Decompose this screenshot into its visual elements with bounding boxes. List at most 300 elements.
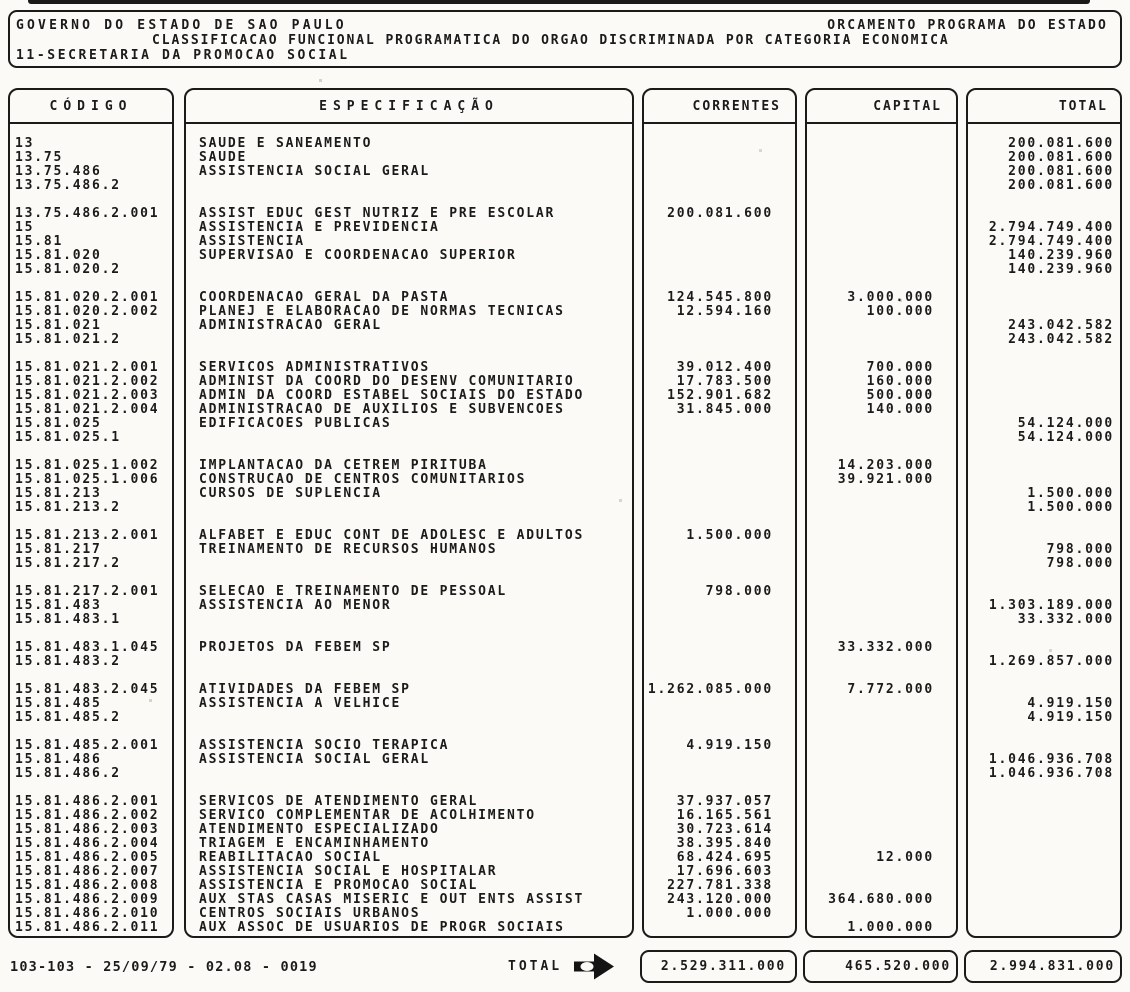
- column-capital: [805, 88, 958, 938]
- cell-total: [968, 389, 1120, 403]
- spacer-row: [807, 445, 956, 459]
- cell-total: 1.303.189.000: [988, 598, 1114, 613]
- cell-especificacao: ASSISTENCIA SOCIAL GERAL: [199, 752, 431, 767]
- cell-capital: [807, 739, 956, 753]
- cell-especificacao: [186, 613, 632, 627]
- cell-codigo: 15.81.486.2.002: [15, 808, 160, 823]
- spacer-row: [807, 277, 956, 291]
- cell-especificacao: IMPLANTACAO DA CETREM PIRITUBA: [199, 458, 488, 473]
- cell-correntes: [644, 501, 795, 515]
- cell-correntes: [644, 487, 795, 501]
- cell-codigo: 15.81.020.2.001: [15, 290, 160, 305]
- cell-total: 1.269.857.000: [988, 654, 1114, 669]
- cell-correntes: 16.165.561: [676, 808, 773, 823]
- cell-especificacao: ALFABET E EDUC CONT DE ADOLESC E ADULTOS: [199, 528, 585, 543]
- cell-total: 1.500.000: [1027, 500, 1114, 515]
- cell-especificacao: [186, 655, 632, 669]
- spacer-row: [186, 515, 632, 529]
- cell-capital: [807, 179, 956, 193]
- cell-correntes: 243.120.000: [667, 892, 773, 907]
- spacer-row: [186, 193, 632, 207]
- cell-capital: [807, 207, 956, 221]
- cell-codigo: 15.81.213: [15, 486, 102, 501]
- cell-capital: 12.000: [876, 850, 934, 865]
- spacer-row: [10, 277, 172, 291]
- cell-codigo: 15.81.021.2.003: [15, 388, 160, 403]
- column-header-capital: CAPITAL: [807, 90, 956, 124]
- cell-capital: 140.000: [866, 402, 934, 417]
- spacer-row: [10, 627, 172, 641]
- cell-especificacao: SERVICO COMPLEMENTAR DE ACOLHIMENTO: [199, 808, 536, 823]
- spacer-row: [644, 669, 795, 683]
- cell-correntes: [644, 697, 795, 711]
- cell-especificacao: SAUDE: [199, 150, 248, 165]
- cell-correntes: 200.081.600: [667, 206, 773, 221]
- cell-total: 200.081.600: [1008, 164, 1114, 179]
- cell-capital: [807, 879, 956, 893]
- cell-total: 140.239.960: [1008, 248, 1114, 263]
- cell-codigo: 15.81.025.1.006: [15, 472, 160, 487]
- spacer-row: [807, 725, 956, 739]
- spacer-row: [968, 669, 1120, 683]
- cell-total: [968, 739, 1120, 753]
- cell-especificacao: ATIVIDADES DA FEBEM SP: [199, 682, 411, 697]
- cell-capital: 160.000: [866, 374, 934, 389]
- cell-total: 798.000: [1046, 542, 1114, 557]
- column-header-especificacao: ESPECIFICAÇÃO: [186, 90, 632, 124]
- cell-especificacao: [186, 431, 632, 445]
- spacer-row: [10, 571, 172, 585]
- cell-total: [968, 907, 1120, 921]
- cell-codigo: 13.75.486: [15, 164, 102, 179]
- cell-codigo: 15.81.486: [15, 752, 102, 767]
- column-header-codigo: CÓDIGO: [10, 90, 172, 124]
- codigo-rows: [10, 124, 172, 935]
- cell-codigo: 15.81.486.2.011: [15, 920, 160, 935]
- cell-correntes: [644, 137, 795, 151]
- cell-codigo: 13.75.486.2: [15, 178, 121, 193]
- cell-especificacao: EDIFICACOES PUBLICAS: [199, 416, 392, 431]
- cell-capital: [807, 599, 956, 613]
- cell-especificacao: SUPERVISAO E COORDENACAO SUPERIOR: [199, 248, 517, 263]
- column-total: [966, 88, 1122, 938]
- cell-correntes: 30.723.614: [676, 822, 773, 837]
- cell-correntes: [644, 263, 795, 277]
- cell-especificacao: ASSISTENCIA E PROMOCAO SOCIAL: [199, 878, 479, 893]
- cell-total: [968, 683, 1120, 697]
- cell-capital: [807, 543, 956, 557]
- column-especificacao: [184, 88, 634, 938]
- spacer-row: [10, 193, 172, 207]
- cell-total: [968, 795, 1120, 809]
- spacer-row: [807, 571, 956, 585]
- cell-especificacao: ASSIST EDUC GEST NUTRIZ E PRE ESCOLAR: [199, 206, 556, 221]
- total-rows: [968, 124, 1120, 935]
- spacer-row: [968, 445, 1120, 459]
- cell-total: [968, 921, 1120, 935]
- cell-total: [968, 823, 1120, 837]
- cell-codigo: 15.81.213.2: [15, 500, 121, 515]
- cell-correntes: 37.937.057: [676, 794, 773, 809]
- spacer-row: [968, 781, 1120, 795]
- cell-correntes: [644, 221, 795, 235]
- cell-capital: [807, 795, 956, 809]
- grand-total: 2.994.831.000: [989, 959, 1115, 974]
- cell-especificacao: CONSTRUCAO DE CENTROS COMUNITARIOS: [199, 472, 527, 487]
- spacer-row: [807, 627, 956, 641]
- spacer-row: [186, 781, 632, 795]
- cell-codigo: 15.81.020.2: [15, 262, 121, 277]
- cell-codigo: 15.81.021.2: [15, 332, 121, 347]
- spacer-row: [186, 669, 632, 683]
- spacer-row: [968, 515, 1120, 529]
- cell-total: [968, 879, 1120, 893]
- cell-codigo: 15.81.483.2.045: [15, 682, 160, 697]
- spacer-row: [807, 781, 956, 795]
- grand-total-correntes: 2.529.311.000: [660, 959, 786, 974]
- cell-codigo: 15.81.486.2.004: [15, 836, 160, 851]
- spacer-row: [807, 515, 956, 529]
- spacer-row: [968, 725, 1120, 739]
- spacer-row: [644, 627, 795, 641]
- cell-codigo: 15.81.020: [15, 248, 102, 263]
- cell-correntes: [644, 417, 795, 431]
- cell-capital: [807, 823, 956, 837]
- cell-especificacao: ASSISTENCIA SOCIAL GERAL: [199, 164, 431, 179]
- cell-codigo: 15.81.213.2.001: [15, 528, 160, 543]
- cell-codigo: 15.81.485.2.001: [15, 738, 160, 753]
- cell-total: [968, 851, 1120, 865]
- total-arrow-icon: [572, 951, 616, 982]
- cell-correntes: [644, 921, 795, 935]
- report-header-line1: [16, 18, 1108, 33]
- cell-correntes: 124.545.800: [667, 290, 773, 305]
- cell-especificacao: CURSOS DE SUPLENCIA: [199, 486, 382, 501]
- cell-codigo: 15.81.486.2.003: [15, 822, 160, 837]
- cell-codigo: 15.81.483.1: [15, 612, 121, 627]
- cell-codigo: 15.81.486.2.001: [15, 794, 160, 809]
- cell-capital: [807, 151, 956, 165]
- spacer-row: [644, 445, 795, 459]
- total-label: TOTAL: [508, 959, 563, 974]
- cell-total: 2.794.749.400: [988, 234, 1114, 249]
- spacer-row: [644, 347, 795, 361]
- cell-capital: [807, 221, 956, 235]
- cell-codigo: 15.81.483.2: [15, 654, 121, 669]
- cell-capital: [807, 655, 956, 669]
- column-header-correntes: CORRENTES: [644, 90, 795, 124]
- spacer-row: [968, 571, 1120, 585]
- cell-total: [968, 865, 1120, 879]
- spacer-row: [644, 781, 795, 795]
- cell-correntes: [644, 753, 795, 767]
- cell-total: 4.919.150: [1027, 696, 1114, 711]
- cell-especificacao: [186, 263, 632, 277]
- spacer-row: [807, 347, 956, 361]
- cell-correntes: [644, 333, 795, 347]
- cell-capital: 3.000.000: [847, 290, 934, 305]
- cell-especificacao: SAUDE E SANEAMENTO: [199, 136, 373, 151]
- cell-total: 200.081.600: [1008, 178, 1114, 193]
- cell-capital: 500.000: [866, 388, 934, 403]
- cell-total: [968, 361, 1120, 375]
- cell-especificacao: [186, 333, 632, 347]
- spacer-row: [968, 277, 1120, 291]
- cell-codigo: 15.81.483: [15, 598, 102, 613]
- cell-total: [968, 305, 1120, 319]
- cell-capital: 33.332.000: [837, 640, 934, 655]
- cell-codigo: 15.81.025: [15, 416, 102, 431]
- cell-capital: [807, 585, 956, 599]
- cell-correntes: [644, 235, 795, 249]
- cell-total: [968, 473, 1120, 487]
- column-codigo: [8, 88, 174, 938]
- cell-total: [968, 585, 1120, 599]
- cell-especificacao: ADMINIST DA COORD DO DESENV COMUNITARIO: [199, 374, 575, 389]
- cell-correntes: 227.781.338: [667, 878, 773, 893]
- cell-correntes: [644, 473, 795, 487]
- cell-capital: 14.203.000: [837, 458, 934, 473]
- cell-correntes: [644, 179, 795, 193]
- cell-total: [968, 837, 1120, 851]
- cell-total: 54.124.000: [1017, 416, 1114, 431]
- cell-especificacao: [186, 557, 632, 571]
- cell-especificacao: [186, 179, 632, 193]
- cell-especificacao: TRIAGEM E ENCAMINHAMENTO: [199, 836, 431, 851]
- cell-correntes: [644, 599, 795, 613]
- cell-correntes: 1.262.085.000: [647, 682, 773, 697]
- cell-capital: [807, 529, 956, 543]
- spacer-row: [807, 669, 956, 683]
- report-reference: 103-103 - 25/09/79 - 02.08 - 0019: [10, 959, 318, 975]
- grand-total-capital-box: [803, 950, 958, 983]
- cell-especificacao: CENTROS SOCIAIS URBANOS: [199, 906, 421, 921]
- cell-total: [968, 641, 1120, 655]
- cell-capital: [807, 753, 956, 767]
- spacer-row: [644, 571, 795, 585]
- cell-capital: [807, 767, 956, 781]
- cell-total: [968, 291, 1120, 305]
- cell-codigo: 15.81.217.2.001: [15, 584, 160, 599]
- cell-especificacao: [186, 711, 632, 725]
- cell-total: [968, 375, 1120, 389]
- cell-total: [968, 809, 1120, 823]
- cell-total: 33.332.000: [1017, 612, 1114, 627]
- cell-codigo: 15.81.021.2.001: [15, 360, 160, 375]
- secretariat-title: 11-SECRETARIA DA PROMOCAO SOCIAL: [16, 48, 350, 63]
- cell-codigo: 15.81.486.2.007: [15, 864, 160, 879]
- cell-capital: [807, 865, 956, 879]
- cell-especificacao: PLANEJ E ELABORACAO DE NORMAS TECNICAS: [199, 304, 565, 319]
- cell-codigo: 15.81.217: [15, 542, 102, 557]
- cell-correntes: 798.000: [705, 584, 773, 599]
- page-top-edge-line: [28, 0, 1090, 4]
- government-title: GOVERNO DO ESTADO DE SAO PAULO: [16, 18, 347, 33]
- cell-codigo: 15.81.020.2.002: [15, 304, 160, 319]
- spacer-row: [10, 669, 172, 683]
- cell-total: [968, 893, 1120, 907]
- cell-correntes: 17.783.500: [676, 374, 773, 389]
- spacer-row: [10, 445, 172, 459]
- cell-especificacao: TREINAMENTO DE RECURSOS HUMANOS: [199, 542, 498, 557]
- spacer-row: [10, 781, 172, 795]
- cell-total: [968, 459, 1120, 473]
- cell-capital: 700.000: [866, 360, 934, 375]
- cell-total: 140.239.960: [1008, 262, 1114, 277]
- cell-especificacao: ASSISTENCIA SOCIO TERAPICA: [199, 738, 450, 753]
- cell-total: [968, 403, 1120, 417]
- cell-correntes: 39.012.400: [676, 360, 773, 375]
- cell-total: 798.000: [1046, 556, 1114, 571]
- cell-capital: [807, 319, 956, 333]
- cell-especificacao: [186, 767, 632, 781]
- cell-correntes: [644, 655, 795, 669]
- cell-especificacao: COORDENACAO GERAL DA PASTA: [199, 290, 450, 305]
- spacer-row: [186, 627, 632, 641]
- cell-capital: 39.921.000: [837, 472, 934, 487]
- cell-correntes: 38.395.840: [676, 836, 773, 851]
- cell-especificacao: ATENDIMENTO ESPECIALIZADO: [199, 822, 440, 837]
- cell-codigo: 15.81.486.2.009: [15, 892, 160, 907]
- cell-especificacao: PROJETOS DA FEBEM SP: [199, 640, 392, 655]
- report-header-box: [8, 10, 1122, 68]
- cell-capital: [807, 711, 956, 725]
- cell-correntes: 4.919.150: [686, 738, 773, 753]
- cell-correntes: [644, 165, 795, 179]
- cell-total: [968, 529, 1120, 543]
- column-header-total: TOTAL: [968, 90, 1120, 124]
- cell-especificacao: ASSISTENCIA AO MENOR: [199, 598, 392, 613]
- cell-correntes: 68.424.695: [676, 850, 773, 865]
- spacer-row: [186, 347, 632, 361]
- cell-codigo: 15.81.485: [15, 696, 102, 711]
- cell-codigo: 15.81.025.1.002: [15, 458, 160, 473]
- cell-correntes: [644, 767, 795, 781]
- cell-correntes: [644, 459, 795, 473]
- spacer-row: [968, 627, 1120, 641]
- cell-correntes: 12.594.160: [676, 304, 773, 319]
- cell-codigo: 13.75: [15, 150, 64, 165]
- cell-correntes: [644, 613, 795, 627]
- spacer-row: [10, 515, 172, 529]
- spacer-row: [968, 193, 1120, 207]
- cell-total: 243.042.582: [1008, 318, 1114, 333]
- grand-total-capital: 465.520.000: [845, 959, 951, 974]
- cell-capital: [807, 263, 956, 277]
- cell-total: 2.794.749.400: [988, 220, 1114, 235]
- cell-correntes: [644, 543, 795, 557]
- spacer-row: [186, 277, 632, 291]
- cell-especificacao: ASSISTENCIA SOCIAL E HOSPITALAR: [199, 864, 498, 879]
- cell-especificacao: ADMINISTRACAO DE AUXILIOS E SUBVENCOES: [199, 402, 565, 417]
- cell-codigo: 15.81.021.2.004: [15, 402, 160, 417]
- cell-correntes: 1.000.000: [686, 906, 773, 921]
- cell-total: 200.081.600: [1008, 136, 1114, 151]
- cell-total: 1.046.936.708: [988, 752, 1114, 767]
- cell-capital: [807, 487, 956, 501]
- budget-program-title: ORCAMENTO PROGRAMA DO ESTADO: [827, 18, 1108, 33]
- cell-correntes: [644, 557, 795, 571]
- cell-codigo: 15.81.486.2.010: [15, 906, 160, 921]
- spacer-row: [644, 277, 795, 291]
- cell-especificacao: ADMIN DA COORD ESTABEL SOCIAIS DO ESTADO: [199, 388, 585, 403]
- cell-correntes: 152.901.682: [667, 388, 773, 403]
- cell-codigo: 15.81.483.1.045: [15, 640, 160, 655]
- cell-especificacao: [186, 501, 632, 515]
- especificacao-rows: [186, 124, 632, 935]
- cell-capital: 1.000.000: [847, 920, 934, 935]
- cell-especificacao: AUX ASSOC DE USUARIOS DE PROGR SOCIAIS: [199, 920, 565, 935]
- cell-total: 4.919.150: [1027, 710, 1114, 725]
- cell-capital: [807, 235, 956, 249]
- cell-codigo: 15.81.486.2.008: [15, 878, 160, 893]
- cell-capital: [807, 907, 956, 921]
- cell-capital: 100.000: [866, 304, 934, 319]
- cell-especificacao: AUX STAS CASAS MISERIC E OUT ENTS ASSIST: [199, 892, 585, 907]
- cell-capital: [807, 557, 956, 571]
- cell-correntes: 17.696.603: [676, 864, 773, 879]
- cell-codigo: 15.81.486.2.005: [15, 850, 160, 865]
- spacer-row: [807, 193, 956, 207]
- cell-capital: [807, 417, 956, 431]
- correntes-rows: [644, 124, 795, 935]
- cell-codigo: 15.81.486.2: [15, 766, 121, 781]
- spacer-row: [644, 725, 795, 739]
- cell-total: 243.042.582: [1008, 332, 1114, 347]
- cell-total: [968, 207, 1120, 221]
- cell-capital: [807, 431, 956, 445]
- cell-capital: [807, 501, 956, 515]
- cell-total: 1.500.000: [1027, 486, 1114, 501]
- spacer-row: [186, 571, 632, 585]
- scan-noise: [0, 0, 1, 1]
- cell-correntes: [644, 641, 795, 655]
- cell-capital: [807, 249, 956, 263]
- cell-especificacao: REABILITACAO SOCIAL: [199, 850, 382, 865]
- cell-especificacao: ASSISTENCIA E PREVIDENCIA: [199, 220, 440, 235]
- spacer-row: [644, 193, 795, 207]
- cell-correntes: [644, 711, 795, 725]
- spacer-row: [186, 725, 632, 739]
- cell-especificacao: ASSISTENCIA A VELHICE: [199, 696, 402, 711]
- cell-total: 200.081.600: [1008, 150, 1114, 165]
- column-correntes: [642, 88, 797, 938]
- grand-total-correntes-box: [640, 950, 797, 983]
- cell-correntes: [644, 151, 795, 165]
- cell-correntes: [644, 249, 795, 263]
- capital-rows: [807, 124, 956, 935]
- cell-especificacao: SERVICOS ADMINISTRATIVOS: [199, 360, 431, 375]
- cell-capital: [807, 165, 956, 179]
- grand-total-box: [964, 950, 1122, 983]
- cell-codigo: 15.81.021: [15, 318, 102, 333]
- cell-codigo: 15.81.217.2: [15, 556, 121, 571]
- cell-especificacao: SELECAO E TREINAMENTO DE PESSOAL: [199, 584, 508, 599]
- spacer-row: [186, 445, 632, 459]
- cell-codigo: 13.75.486.2.001: [15, 206, 160, 221]
- cell-capital: [807, 697, 956, 711]
- cell-capital: [807, 613, 956, 627]
- cell-correntes: 1.500.000: [686, 528, 773, 543]
- cell-capital: [807, 809, 956, 823]
- report-subtitle: CLASSIFICACAO FUNCIONAL PROGRAMATICA DO ORGAO DISCRIMINADA POR CATEGORIA ECONOMICA: [152, 33, 950, 48]
- cell-capital: [807, 137, 956, 151]
- cell-codigo: 15: [15, 220, 35, 235]
- cell-codigo: 15.81.025.1: [15, 430, 121, 445]
- cell-capital: 7.772.000: [847, 682, 934, 697]
- cell-correntes: [644, 431, 795, 445]
- cell-correntes: 31.845.000: [676, 402, 773, 417]
